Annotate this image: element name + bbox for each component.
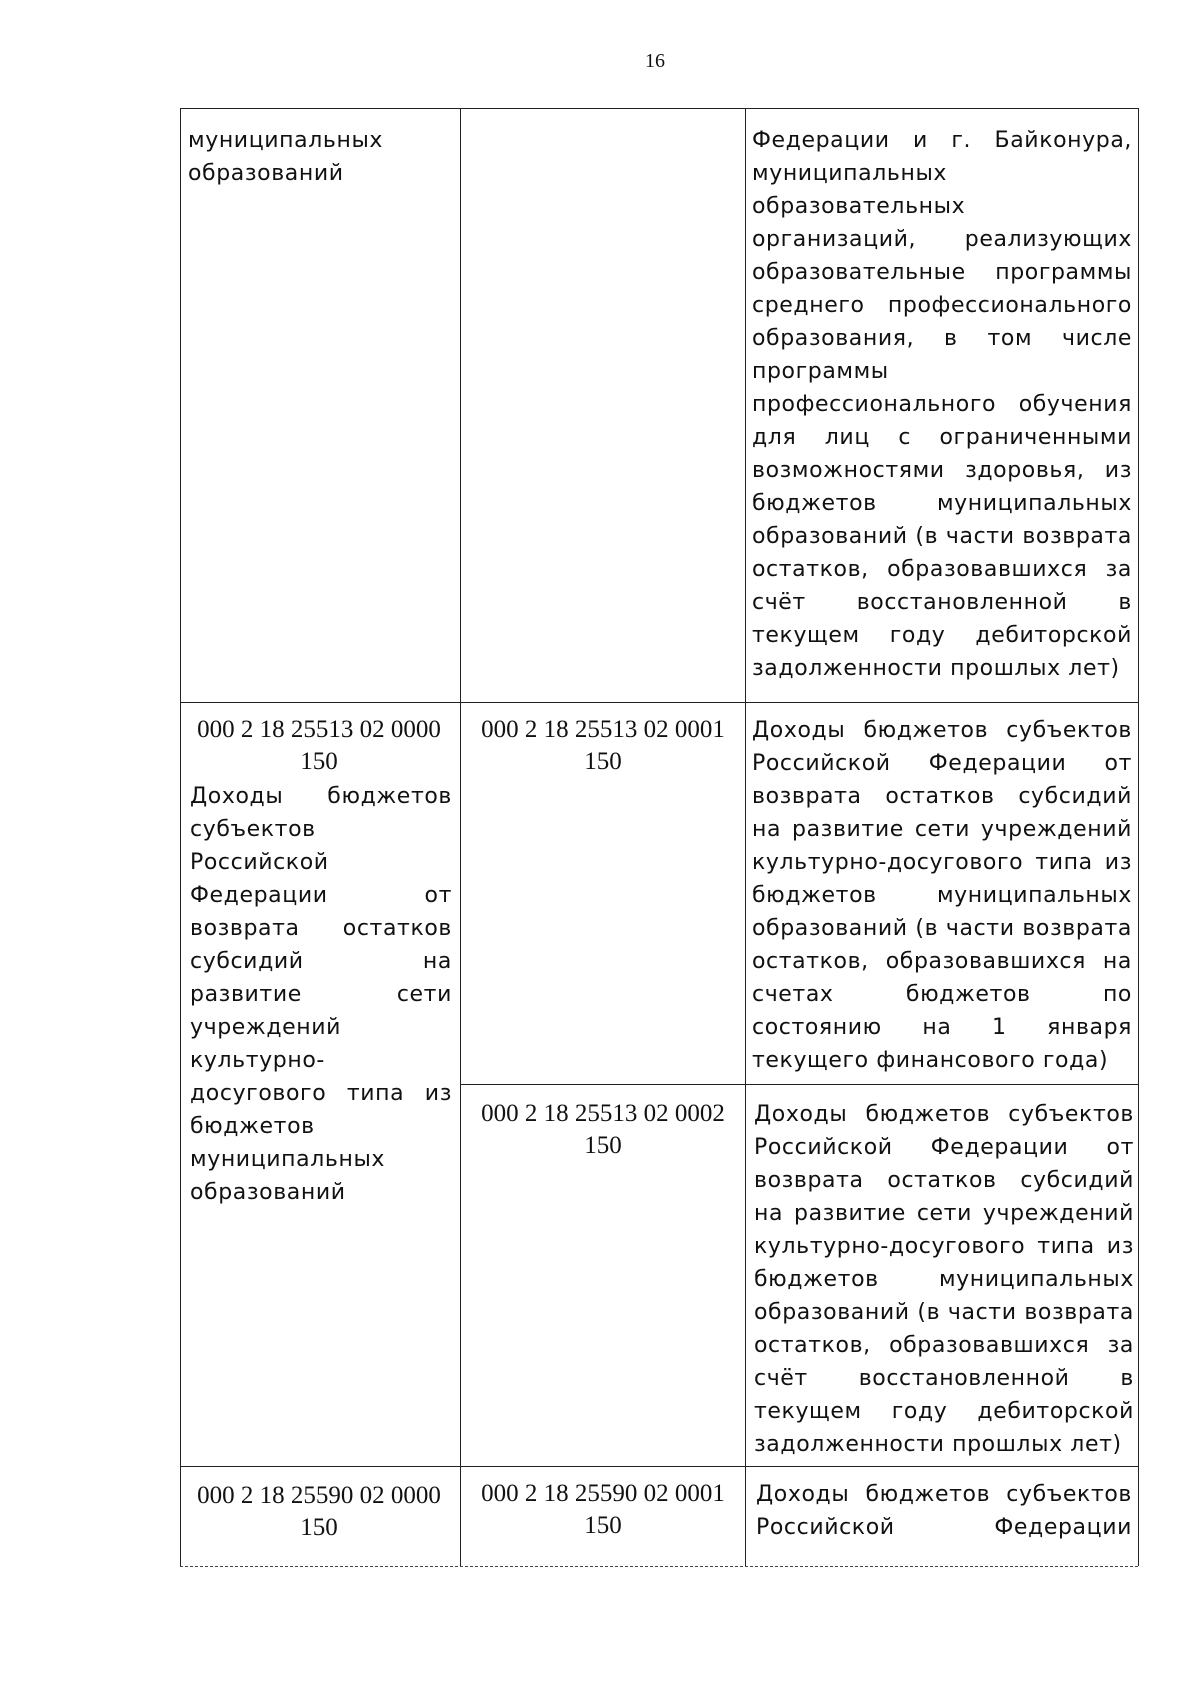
row2-sub1-text: Доходы бюджетов субъектов Российской Федерации от возврата остатков субсидий на развитие сети учреждений культурно-досугового типа из бюджетов муниципальных образований (в части возврата остатков, образовавшихся на счетах бюджетов по состоянию на 1 января текущего финансового года) bbox=[752, 718, 1132, 1073]
row2-sub1-code: 000 2 18 25513 02 0001 150 bbox=[481, 716, 725, 775]
row2-sub2-code: 000 2 18 25513 02 0002 150 bbox=[481, 1100, 725, 1159]
table-divider-1 bbox=[460, 108, 461, 1566]
row3-col1-code: 000 2 18 25590 02 0000 150 bbox=[197, 1482, 441, 1541]
row1-col1-text: муниципальных образований bbox=[188, 128, 384, 186]
row3-col3-text: Доходы бюджетов субъектов Российской Федерации bbox=[756, 1482, 1132, 1540]
table-border-left bbox=[180, 108, 181, 1566]
table-border-top bbox=[180, 108, 1138, 109]
row1-col3-text: Федерации и г. Байконура, муниципальных образовательных организаций, реализующих образовательные программы среднего профессионального образования, в том числе программы профессионального обучения для лиц с ограниченными возможностями здоровья, из бюджетов муниципальных образований (в части возврата остатков, образовавшихся за счёт восстановленной в текущем году дебиторской задолженности прошлых лет) bbox=[752, 128, 1132, 681]
row2-col1-code: 000 2 18 25513 02 0000 150 bbox=[197, 716, 441, 775]
table-border-bottom bbox=[180, 1566, 1138, 1567]
row-divider-1 bbox=[180, 702, 1138, 703]
table-divider-2 bbox=[745, 108, 746, 1566]
row2-col1-text: Доходы бюджетов субъектов Российской Федерации от возврата остатков субсидий на развитие сети учреждений культурно-досугового типа из бюджетов муниципальных образований bbox=[190, 784, 452, 1205]
row3-col2-code: 000 2 18 25590 02 0001 150 bbox=[481, 1480, 725, 1539]
row-divider-2 bbox=[180, 1466, 1138, 1467]
row2-sub2-text: Доходы бюджетов субъектов Российской Федерации от возврата остатков субсидий на развитие сети учреждений культурно-досугового типа из бюджетов муниципальных образований (в части возврата остатков, образовавшихся за счёт восстановленной в текущем году дебиторской задолженности прошлых лет) bbox=[754, 1102, 1134, 1457]
revenue-classification-table bbox=[180, 108, 1140, 1568]
table-border-right bbox=[1138, 108, 1139, 1566]
page-number: 16 bbox=[645, 50, 665, 72]
subrow-divider bbox=[460, 1084, 1138, 1085]
